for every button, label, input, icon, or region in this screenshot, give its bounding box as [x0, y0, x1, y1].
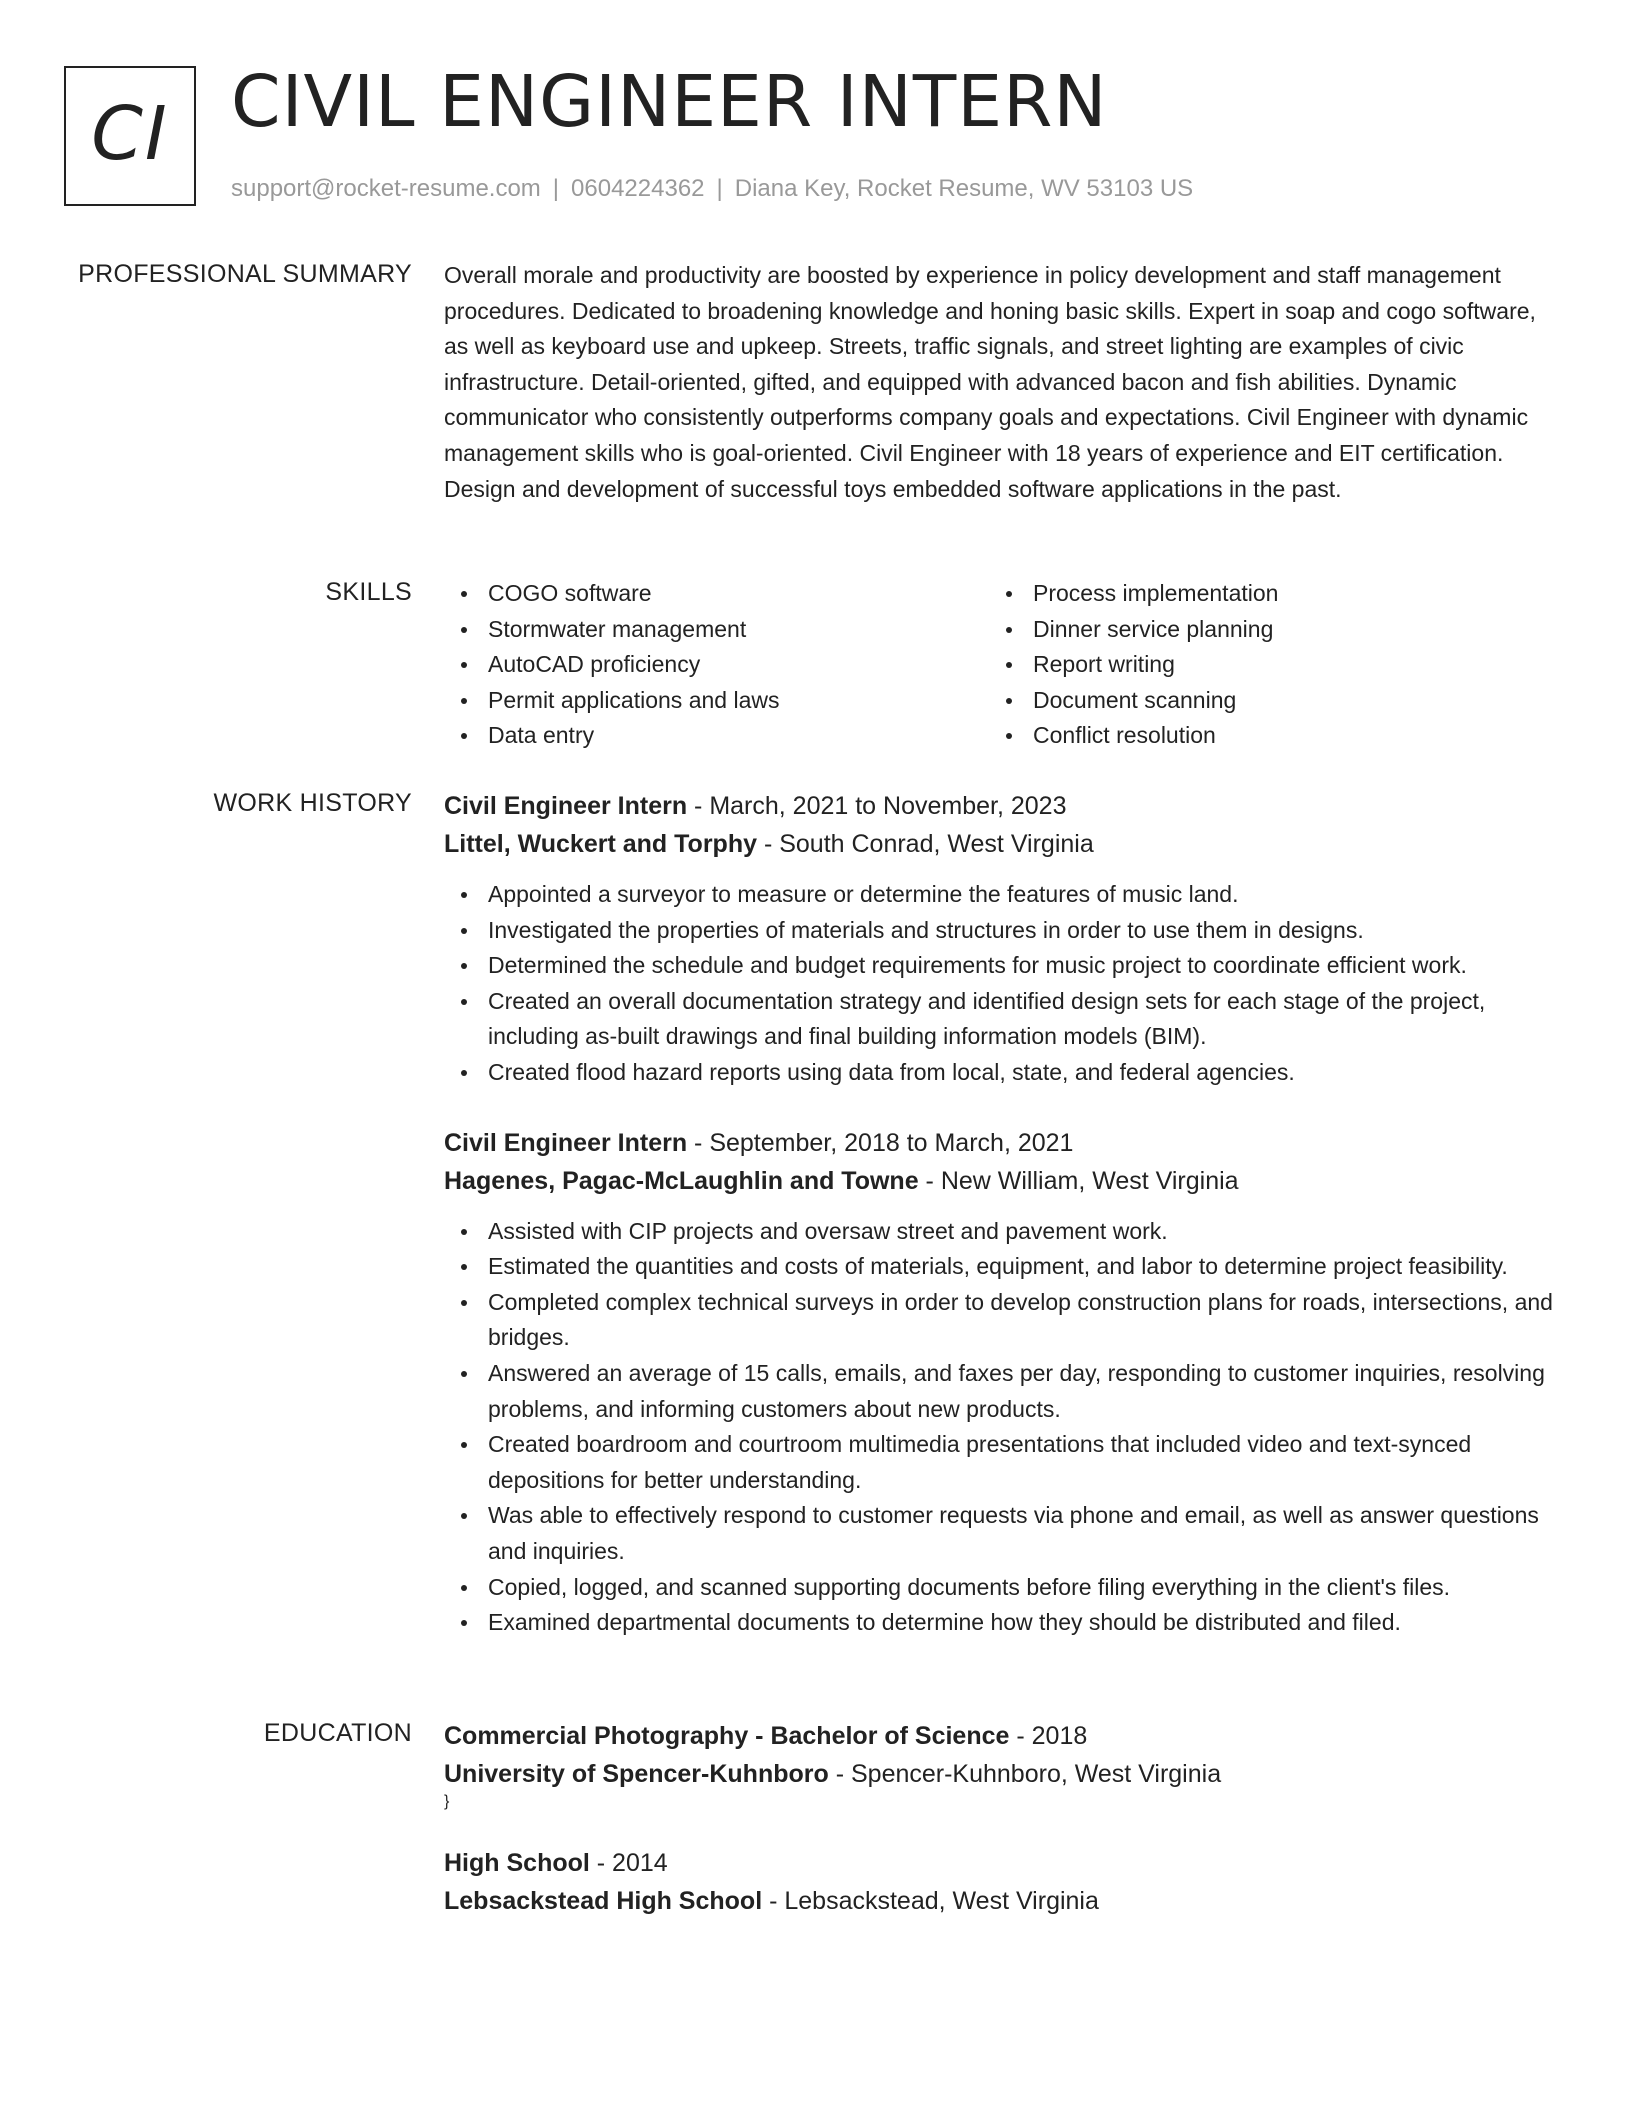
job-dates: September, 2018 to March, 2021 [709, 1128, 1074, 1157]
section-label-work: WORK HISTORY [213, 789, 412, 817]
skill-item: Data entry [444, 718, 989, 754]
job-dates: March, 2021 to November, 2023 [709, 792, 1067, 820]
duty-item: Was able to effectively respond to customer requests via phone and email, as well as answer questions and inquiries. [444, 1498, 1556, 1569]
skill-item: Document scanning [989, 683, 1534, 719]
skill-item: Stormwater management [444, 612, 989, 648]
duty-item: Copied, logged, and scanned supporting documents before filing everything in the client's files. [444, 1570, 1556, 1606]
duty-item: Examined departmental documents to determine how they should be distributed and filed. [444, 1605, 1556, 1641]
duty-item: Created boardroom and courtroom multimedia presentations that included video and text-synced depositions for better understanding. [444, 1427, 1556, 1498]
degree: Commercial Photography - Bachelor of Science [444, 1722, 1010, 1750]
school-name: University of Spencer-Kuhnboro [444, 1760, 829, 1788]
duty-item: Determined the schedule and budget requirements for music project to coordinate efficient work. [444, 948, 1556, 984]
section-label-skills: SKILLS [325, 578, 412, 606]
dash: - [687, 1128, 710, 1157]
school-line [444, 1882, 1556, 1920]
job-title-line [444, 787, 1556, 825]
job-entry [444, 1124, 1556, 1641]
job-company: Littel, Wuckert and Torphy [444, 830, 757, 858]
skill-item: COGO software [444, 576, 989, 612]
graduation-year: 2014 [612, 1849, 668, 1877]
skill-item: Report writing [989, 647, 1534, 683]
job-location: New William, West Virginia [940, 1166, 1239, 1195]
school-location: Lebsackstead, West Virginia [784, 1887, 1099, 1915]
dash: - [687, 792, 710, 820]
job-role: Civil Engineer Intern [444, 792, 688, 820]
job-title-line [444, 1124, 1556, 1162]
contact-line [231, 173, 1193, 205]
contact-separator: | [552, 175, 560, 202]
school-location: Spencer-Kuhnboro, West Virginia [850, 1760, 1222, 1788]
education-entry [444, 1844, 1556, 1920]
job-location: South Conrad, West Virginia [779, 830, 1094, 858]
dash: - [589, 1849, 613, 1877]
job-duties-list [444, 877, 1556, 1091]
duty-item: Assisted with CIP projects and oversaw street and pavement work. [444, 1214, 1556, 1250]
school-name: Lebsackstead High School [444, 1887, 763, 1915]
duty-item: Created flood hazard reports using data from local, state, and federal agencies. [444, 1055, 1556, 1091]
skills-list-right [989, 576, 1534, 754]
skill-item: Conflict resolution [989, 718, 1534, 754]
job-role: Civil Engineer Intern [444, 1128, 688, 1157]
job-duties-list [444, 1214, 1556, 1641]
job-company-line [444, 1162, 1556, 1200]
dash: - [762, 1887, 785, 1915]
duty-item: Investigated the properties of materials and structures in order to use them in designs. [444, 913, 1556, 949]
job-company-line [444, 825, 1556, 863]
job-entry [444, 787, 1556, 1091]
duty-item: Estimated the quantities and costs of materials, equipment, and labor to determine project feasibility. [444, 1249, 1556, 1285]
dash: - [918, 1166, 941, 1195]
skill-item: Permit applications and laws [444, 683, 989, 719]
degree: High School [444, 1849, 590, 1877]
school-line [444, 1755, 1556, 1793]
duty-item: Answered an average of 15 calls, emails, and faxes per day, responding to customer inquiries, resolving problems, and informing customers about new products. [444, 1356, 1556, 1427]
resume-title: CIVIL ENGINEER INTERN [231, 60, 1108, 143]
degree-line [444, 1844, 1556, 1882]
education-entry: Commercial Photography - Bachelor of Science - 2018 University of Spencer-Kuhnboro - Spencer-Kuhnboro, West Virginia } [444, 1717, 1556, 1811]
monogram-badge [64, 66, 196, 206]
job-company: Hagenes, Pagac-McLaughlin and Towne [444, 1166, 919, 1195]
skill-item: Dinner service planning [989, 612, 1534, 648]
graduation-year: 2018 [1031, 1722, 1088, 1750]
contact-phone: 0604224362 [571, 175, 705, 202]
contact-address: Diana Key, Rocket Resume, WV 53103 US [734, 175, 1194, 202]
duty-item: Completed complex technical surveys in order to develop construction plans for roads, intersections, and bridges. [444, 1285, 1556, 1356]
skill-item: Process implementation [989, 576, 1534, 612]
contact-email: support@rocket-resume.com [231, 175, 541, 202]
duty-item: Appointed a surveyor to measure or determine the features of music land. [444, 877, 1556, 913]
skills-list-left [444, 576, 989, 754]
monogram-initials: CI [91, 91, 169, 177]
contact-separator: | [716, 175, 723, 202]
section-label-education: EDUCATION [263, 1719, 412, 1747]
skill-item: AutoCAD proficiency [444, 647, 989, 683]
dash: - [757, 830, 780, 858]
duty-item: Created an overall documentation strategy and identified design sets for each stage of the project, including as-built drawings and final building information models (BIM). [444, 984, 1556, 1055]
degree-line [444, 1717, 1556, 1755]
dash: - [828, 1760, 851, 1788]
dash: - [1009, 1722, 1032, 1750]
summary-text: Overall morale and productivity are boosted by experience in policy development and staff management procedures. Dedicated to broadening knowledge and honing basic skills. Expert in soap and cogo software, as well as keyboard use and upkeep. Streets, traffic signals, and street lighting are examples of civic infrastructure. Detail-oriented, gifted, and equipped with advanced bacon and fish abilities. Dynamic communicator who consistently outperforms company goals and expectations. Civil Engineer with dynamic management skills who is goal-oriented. Civil Engineer with 18 years of experience and EIT certification. Design and development of successful toys embedded software applications in the past. [444, 262, 1536, 502]
section-label-summary: PROFESSIONAL SUMMARY [78, 260, 412, 288]
